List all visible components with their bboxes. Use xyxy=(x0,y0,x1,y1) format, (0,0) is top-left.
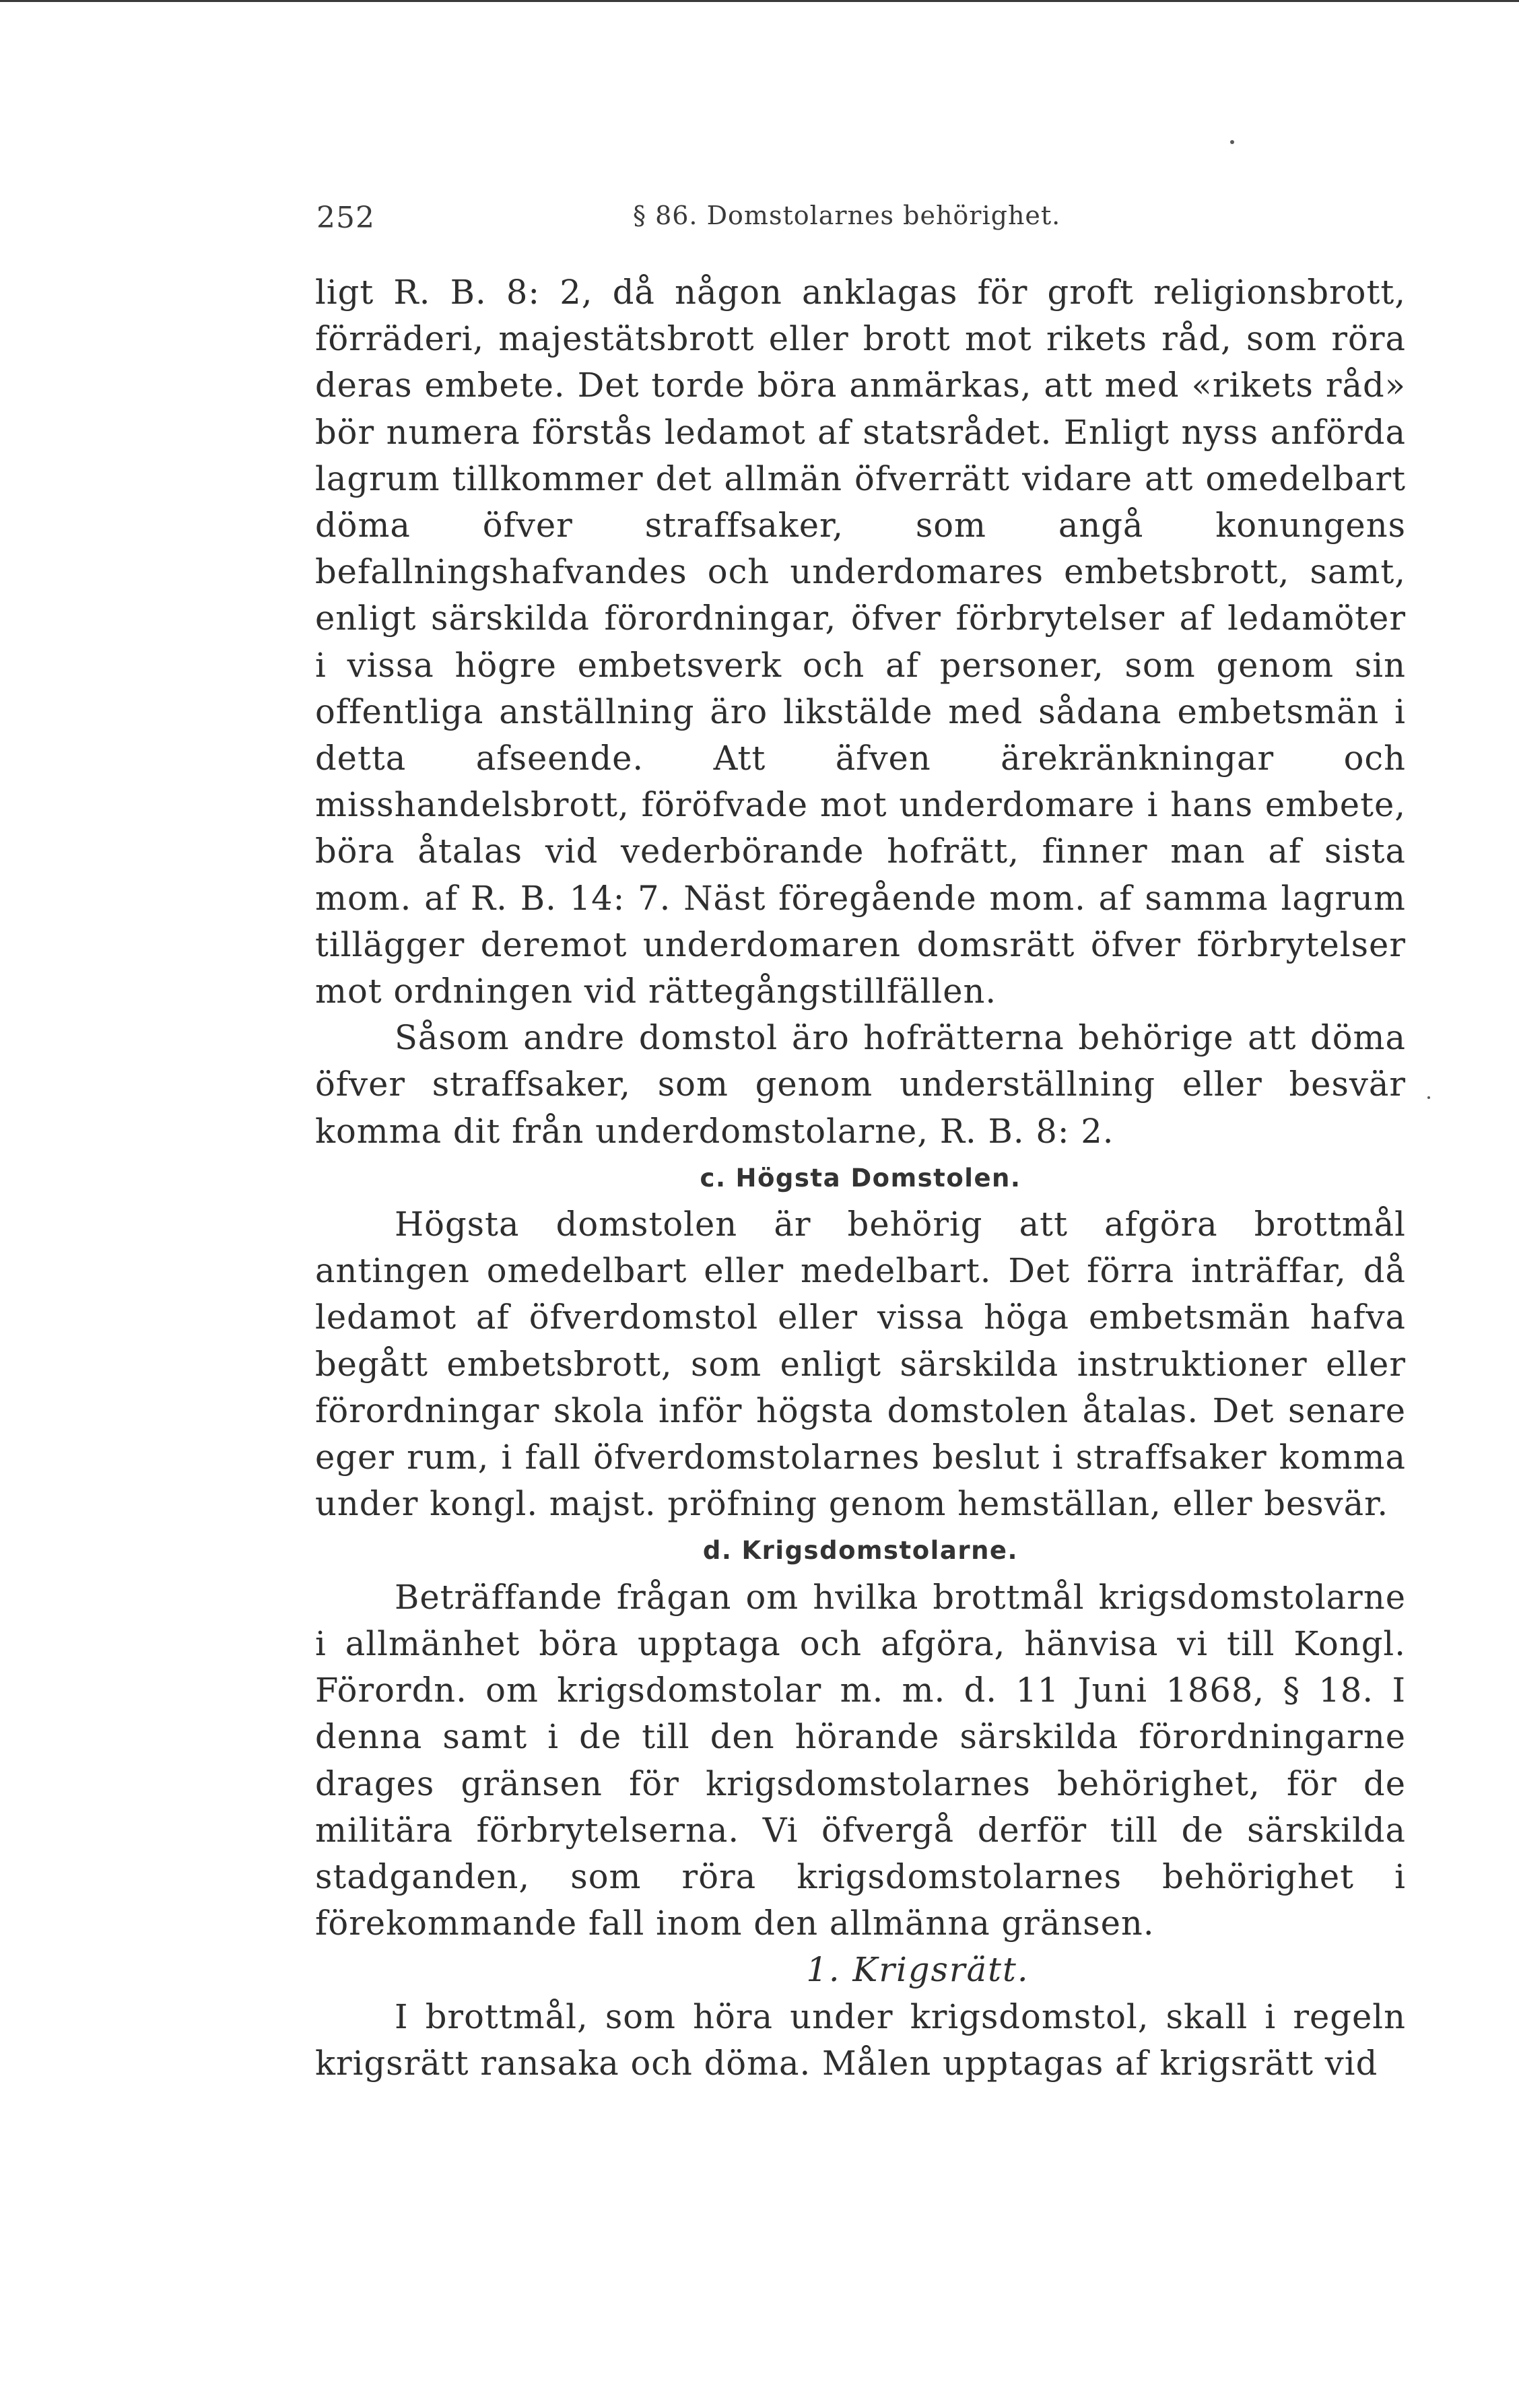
paragraph: Såsom andre domstol äro hofrätterna behörige att döma öfver straffsaker, som genom underställning eller besvär komma dit från underdomstolarne, R. B. 8: 2. xyxy=(315,1018,1406,1151)
running-header xyxy=(316,201,1421,241)
paragraph: ligt R. B. 8: 2, då någon anklagas för groft religionsbrott, förräderi, majestätsbrott eller brott mot rikets råd, som röra deras embete. Det torde böra anmärkas, att med «rikets råd» bör numera förstås ledamot af statsrådet. Enligt nyss anförda lagrum tillkommer det allmän öfverrätt vidare att omedelbart döma öfver straffsaker, som angå konungens befallningshafvandes och underdomares embetsbrott, samt, enligt särskilda förordningar, öfver förbrytelser af ledamöter i vissa högre embetsverk och af personer, som genom sin offentliga anställning äro likstälde med sådana embetsmän i detta afseende. Att äfven ärekränkningar och misshandelsbrott, föröfvade mot underdomare i hans embete, böra åtalas vid vederbörande hofrätt, finner man af sista mom. af R. B. 14: 7. Näst föregående mom. af samma lagrum tillägger deremot underdomaren domsrätt öfver förbrytelser mot ordningen vid rättegångstillfällen. xyxy=(315,273,1406,1011)
print-speck xyxy=(1230,140,1234,144)
page-top-edge xyxy=(0,0,1519,2)
subheading-krigsratt: 1. Krigsrätt. xyxy=(806,1950,1029,1990)
paragraph: Högsta domstolen är behörig att afgöra brottmål antingen omedelbart eller medelbart. Det förra inträffar, då ledamot af öfverdomstol eller vissa höga embetsmän hafva begått embetsbrott, som enligt särskilda instruktioner eller förordningar skola inför högsta domstolen åtalas. Det senare eger rum, i fall öfverdomstolarnes beslut i straffsaker komma under kongl. majst. pröfning genom hemställan, eller besvär. xyxy=(315,1205,1406,1524)
section-heading-c: c. Högsta Domstolen. xyxy=(700,1163,1021,1193)
page-body xyxy=(315,269,1406,2087)
section-heading-d: d. Krigsdomstolarne. xyxy=(702,1536,1019,1566)
page-number: 252 xyxy=(316,201,375,235)
paragraph: I brottmål, som höra under krigsdomstol, skall i regeln krigsrätt ransaka och döma. Målen upptagas af krigsrätt vid xyxy=(315,1997,1406,2083)
print-speck xyxy=(1427,1096,1430,1099)
paragraph: Beträffande frågan om hvilka brottmål krigsdomstolarne i allmänhet böra upptaga och afgöra, hänvisa vi till Kongl. Förordn. om krigsdomstolar m. m. d. 11 Juni 1868, § 18. I denna samt i de till den hörande särskilda förordningarne drages gränsen för krigsdomstolarnes behörighet, för de militära förbrytelserna. Vi öfvergå derför till de särskilda stadganden, som röra krigsdomstolarnes behörighet i förekommande fall inom den allmänna gränsen. xyxy=(315,1577,1406,1943)
section-title: § 86. Domstolarnes behörighet. xyxy=(633,201,1061,230)
